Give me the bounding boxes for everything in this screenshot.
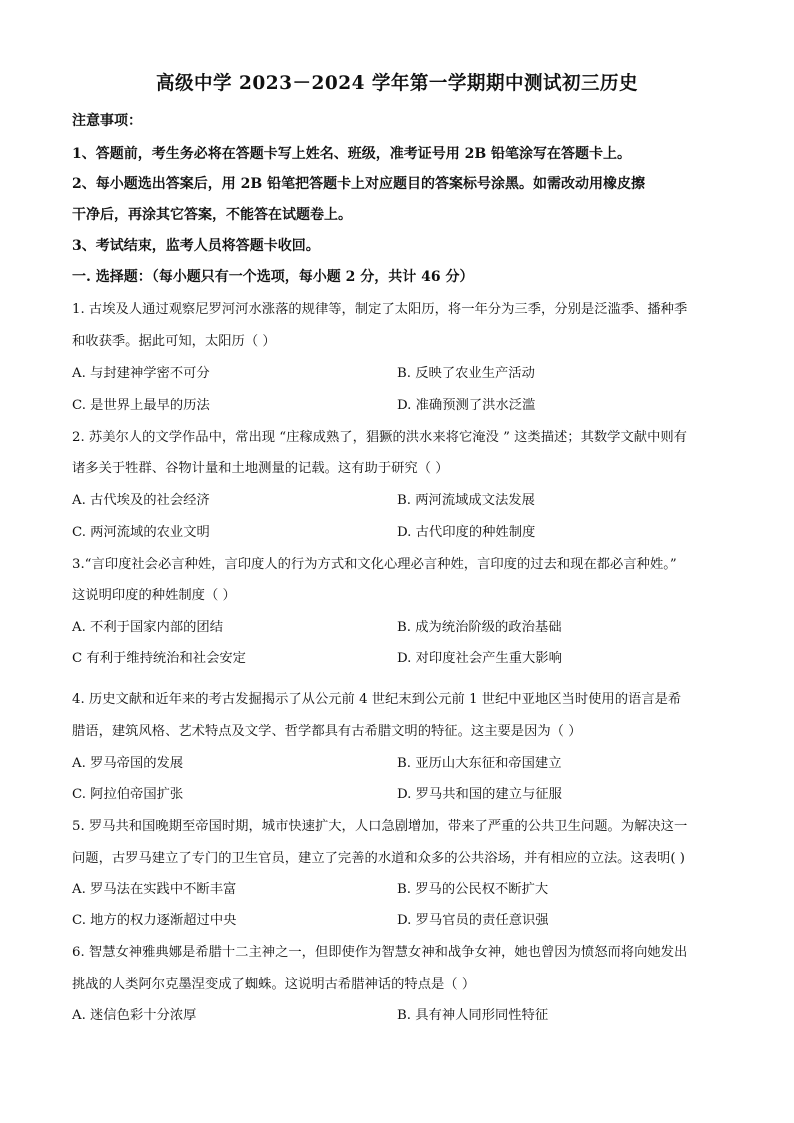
question-1-stem-line-1: 1. 古埃及人通过观察尼罗河河水涨落的规律等，制定了太阳历，将一年分为三季，分别是泛滥季、播种季: [72, 302, 688, 317]
question-5-stem-line-2: 问题，古罗马建立了专门的卫生官员，建立了完善的水道和众多的公共浴场，并有相应的立法。这表明( ): [72, 851, 685, 866]
question-5-option-b: B. 罗马的公民权不断扩大: [397, 882, 549, 897]
question-4-stem-line-2: 腊语，建筑风格、艺术特点及文学、哲学都具有古希腊文明的特征。这主要是因为（ ）: [72, 724, 582, 739]
question-1-option-c: C. 是世界上最早的历法: [72, 398, 210, 413]
question-2-option-a: A. 古代埃及的社会经济: [72, 493, 210, 508]
question-2-option-c: C. 两河流域的农业文明: [72, 525, 210, 540]
question-2-option-d: D. 古代印度的种姓制度: [397, 525, 536, 540]
notice-item-1: 1、答题前，考生务必将在答题卡写上姓名、班级，准考证号用 2B 铅笔涂写在答题卡上。: [72, 146, 632, 162]
question-4-option-a: A. 罗马帝国的发展: [72, 756, 184, 771]
question-1-option-d: D. 准确预测了洪水泛滥: [397, 398, 536, 413]
question-4-option-b: B. 亚历山大东征和帝国建立: [397, 756, 562, 771]
question-4-stem-line-1: 4. 历史文献和近年来的考古发掘揭示了从公元前 4 世纪末到公元前 1 世纪中亚地区当时使用的语言是希: [72, 692, 682, 707]
question-1-option-b: B. 反映了农业生产活动: [397, 366, 535, 381]
question-2-option-b: B. 两河流域成文法发展: [397, 493, 535, 508]
question-5-option-d: D. 罗马官员的责任意识强: [397, 913, 549, 928]
question-5-option-a: A. 罗马法在实践中不断丰富: [72, 882, 237, 897]
question-3-stem-line-2: 这说明印度的种姓制度（ ）: [72, 588, 236, 603]
question-3-option-d: D. 对印度社会产生重大影响: [397, 651, 562, 666]
question-1-stem-line-2: 和收获季。据此可知，太阳历（ ）: [72, 334, 276, 349]
question-6-option-b: B. 具有神人同形同性特征: [397, 1008, 549, 1023]
notice-item-2-line-1: 2、每小题选出答案后，用 2B 铅笔把答题卡上对应题目的答案标号涂黑。如需改动用橡皮擦: [72, 176, 646, 192]
question-4-option-d: D. 罗马共和国的建立与征服: [397, 787, 562, 802]
question-5-option-c: C. 地方的权力逐渐超过中央: [72, 913, 237, 928]
question-2-stem-line-1: 2. 苏美尔人的文学作品中，常出现 “庄稼成熟了，猖獗的洪水来将它淹没 ” 这类描述；其数学文献中则有: [72, 430, 687, 445]
question-3-option-a: A. 不利于国家内部的团结: [72, 620, 224, 635]
question-6-stem-line-2: 挑战的人类阿尔克墨涅变成了蜘蛛。这说明古希腊神话的特点是（ ）: [72, 977, 476, 992]
question-3-stem-line-1: 3.“言印度社会必言种姓，言印度人的行为方式和文化心理必言种姓，言印度的过去和现在都必言种姓。”: [72, 557, 677, 572]
notice-heading: 注意事项：: [72, 113, 142, 129]
section-heading: 一. 选择题：（每小题只有一个选项，每小题 2 分，共计 46 分）: [72, 269, 474, 285]
question-1-option-a: A. 与封建神学密不可分: [72, 366, 210, 381]
notice-item-2-line-2: 干净后，再涂其它答案，不能答在试题卷上。: [72, 207, 352, 223]
page-title: 高级中学 2023－2024 学年第一学期期中测试初三历史: [155, 72, 639, 94]
notice-item-3: 3、考试结束，监考人员将答题卡收回。: [72, 238, 320, 254]
question-6-stem-line-1: 6. 智慧女神雅典娜是希腊十二主神之一，但即使作为智慧女神和战争女神，她也曾因为愤怒而将向她发出: [72, 945, 688, 960]
question-3-option-b: B. 成为统治阶级的政治基础: [397, 620, 562, 635]
question-6-option-a: A. 迷信色彩十分浓厚: [72, 1008, 197, 1023]
question-3-option-c: C 有利于维持统治和社会安定: [72, 651, 246, 666]
question-2-stem-line-2: 诸多关于牲群、谷物计量和土地测量的记载。这有助于研究（ ）: [72, 461, 449, 476]
question-5-stem-line-1: 5. 罗马共和国晚期至帝国时期，城市快速扩大，人口急剧增加，带来了严重的公共卫生问题。为解决这一: [72, 819, 688, 834]
question-4-option-c: C. 阿拉伯帝国扩张: [72, 787, 184, 802]
